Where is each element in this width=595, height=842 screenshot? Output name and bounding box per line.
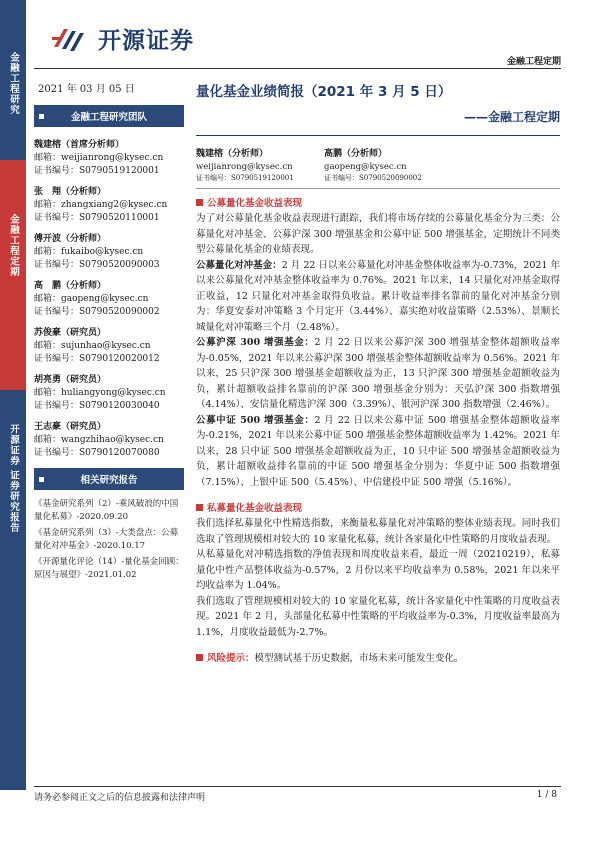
- analyst-entry: 魏建榕（首席分析师） 邮箱：weijianrong@kysec.cn 证书编号：S0790519120001: [34, 139, 184, 177]
- author-email[interactable]: gaopeng@kysec.cn: [324, 162, 407, 172]
- analyst-email[interactable]: 邮箱：fukaibo@kysec.cn: [34, 247, 144, 257]
- side-strip: [0, 0, 26, 790]
- author-entry: 魏建榕（分析师） weijianrong@kysec.cn 证书编号：S0790519120001: [196, 148, 324, 184]
- square-icon: [39, 114, 44, 119]
- analyst-email[interactable]: 邮箱：wangzhihao@kysec.cn: [34, 435, 164, 445]
- analyst-list: [34, 139, 184, 459]
- analyst-entry: 王志豪（研究员） 邮箱：wangzhihao@kysec.cn 证书编号：S0790120070080: [34, 421, 184, 459]
- main-column: [196, 80, 560, 664]
- report-title: 量化基金业绩简报（2021 年 3 月 5 日）: [196, 84, 452, 100]
- analyst-email[interactable]: 邮箱：weijianrong@kysec.cn: [34, 153, 164, 163]
- related-report-link[interactable]: 《开源量化评论（14）-量化基金回顾：原因与展望》-2021.01.02: [34, 557, 184, 580]
- square-icon: [39, 477, 44, 482]
- analyst-entry: 胡亮勇（研究员） 邮箱：huliangyong@kysec.cn 证书编号：S0790120030040: [34, 374, 184, 412]
- author-email[interactable]: weijianrong@kysec.cn: [196, 162, 293, 172]
- logo-text: 开源证券: [98, 28, 194, 54]
- analyst-entry: 张 翔（分析师） 邮箱：zhangxiang2@kysec.cn 证书编号：S0790520110001: [34, 186, 184, 224]
- analyst-entry: 傅开波（分析师） 邮箱：fukaibo@kysec.cn 证书编号：S0790520090003: [34, 233, 184, 271]
- analyst-email[interactable]: 邮箱：huliangyong@kysec.cn: [34, 388, 166, 398]
- square-bullet-icon: [196, 199, 203, 206]
- square-bullet-icon: [196, 654, 203, 661]
- strip-segment-firm: 开源证券 证券研究报告: [0, 390, 26, 790]
- page-number: 1 / 8: [536, 790, 557, 800]
- authors-divider: [196, 188, 560, 189]
- related-report-list: [34, 498, 184, 581]
- analyst-email[interactable]: 邮箱：sujunhao@kysec.cn: [34, 341, 151, 351]
- header-divider: [34, 68, 561, 69]
- square-bullet-icon: [196, 504, 203, 511]
- author-entry: 高鹏（分析师） gaopeng@kysec.cn 证书编号：S0790520090002: [324, 148, 452, 184]
- team-title-box: 金融工程研究团队: [34, 105, 184, 127]
- paragraph: 我们选择私募量化中性精选指数，来衡量私募量化对冲策略的整体业绩表现。同时我们选取了管理规模相对较大的 10 家量化私募，统计各家量化中性策略的月度收益表现。: [196, 518, 560, 545]
- paragraph: 为了对公募量化基金收益表现进行跟踪，我们将市场存续的公募量化基金分为三类：公募量化对冲基金、公募沪深 300 增强基金和公募中证 500 增强基金，定期统计不同类型公募量化基金的业绩表现。: [196, 213, 560, 255]
- paragraph: 我们选取了管理规模相对较大的 10 家量化私募，统计各家量化中性策略的月度收益表现。2021 年 2 月，头部量化私募中性策略的平均收益率为-0.3%，月度收益率最高为 1.1%，月度收益最低为-2.7%。: [196, 595, 560, 638]
- paragraph: 公募沪深 300 增强基金：2 月 22 日以来公募沪深 300 增强基金整体超额收益率为-0.05%，2021 年以来公募沪深 300 增强基金整体超额收益率为 0.56%。2021 年以来，25 只沪深 300 增强基金超额收益为正，13 只沪深 300 增强基金超额收益为负，累计超额收益排名靠前的沪深 300 增强基金分别为：天弘沪深 300 指数增强（4.14%）、安信量化精选沪深 300（3.39%）、银河沪深 300 指数增强（2.46%）。: [196, 337, 560, 410]
- author-block: [196, 148, 560, 184]
- strip-segment-periodic: 金融工程定期: [0, 160, 26, 390]
- paragraph: 从私募量化对冲精选指数的净值表现和周度收益来看，最近一周（20210219），私募量化中性产品整体收益为-0.57%，2 月份以来平均收益率为 0.58%，2021 年以来平均收益率为 1.04%。: [196, 549, 560, 591]
- risk-warning: 风险提示： 模型测试基于历史数据，市场未来可能发生变化。: [196, 650, 560, 664]
- footer-disclaimer: 请务必参阅正文之后的信息披露和法律声明: [34, 793, 206, 803]
- strip-segment-research: 金融工程研究: [0, 0, 26, 160]
- related-report-link[interactable]: 《基金研究系列（2）-乘风破浪的中国量化私募》-2020.09.20: [34, 499, 179, 522]
- left-column: [34, 80, 184, 585]
- analyst-email[interactable]: 邮箱：zhangxiang2@kysec.cn: [34, 200, 168, 210]
- related-reports-title-box: 相关研究报告: [34, 468, 184, 490]
- related-report-link[interactable]: 《基金研究系列（3）-大类盘点：公募量化对冲基金》-2020.10.17: [34, 528, 179, 551]
- report-subtitle: ——金融工程定期: [463, 110, 560, 124]
- section-heading-public: 公募量化基金收益表现: [196, 195, 560, 209]
- paragraph: 公募中证 500 增强基金：2 月 22 日以来公募中证 500 增强基金整体超额收益率为-0.21%，2021 年以来公募中证 500 增强基金整体超额收益率为 1.42%。2021 年以来，28 只中证 500 增强基金超额收益为正，10 只中证 500 增强基金超额收益为负，累计超额收益排名靠前的中证 500 增强基金分别为：华夏中证 500 指数增强（7.15%）、上银中证 500（5.45%）、中信建投中证 500 增强（5.16%）。: [196, 414, 560, 488]
- company-logo: [52, 22, 194, 55]
- footer-divider: [34, 786, 561, 787]
- section-heading-private: 私募量化基金收益表现: [196, 500, 560, 514]
- paragraph: 公募量化对冲基金：2 月 22 日以来公募量化对冲基金整体收益率为-0.73%，2021 年以来公募量化对冲基金整体收益率为 0.76%。2021 年以来，14 只量化对冲基金取得正收益，12 只量化对冲基金取得负收益。累计收益率排名靠前的量化对冲基金分别为：华夏安泰对冲策略 3 个月定开（3.44%）、嘉实绝对收益策略（2.53%）、景顺长城量化对冲策略三个月（2.48%）。: [196, 259, 560, 333]
- logo-icon: [52, 25, 92, 53]
- report-category: 金融工程定期: [506, 57, 561, 67]
- analyst-email[interactable]: 邮箱：gaopeng@kysec.cn: [34, 294, 149, 304]
- report-date: 2021 年 03 月 05 日: [38, 84, 135, 95]
- title-divider: [196, 135, 560, 136]
- analyst-entry: 高 鹏（分析师） 邮箱：gaopeng@kysec.cn 证书编号：S0790520090002: [34, 280, 184, 318]
- analyst-entry: 苏俊豪（研究员） 邮箱：sujunhao@kysec.cn 证书编号：S0790120020012: [34, 327, 184, 365]
